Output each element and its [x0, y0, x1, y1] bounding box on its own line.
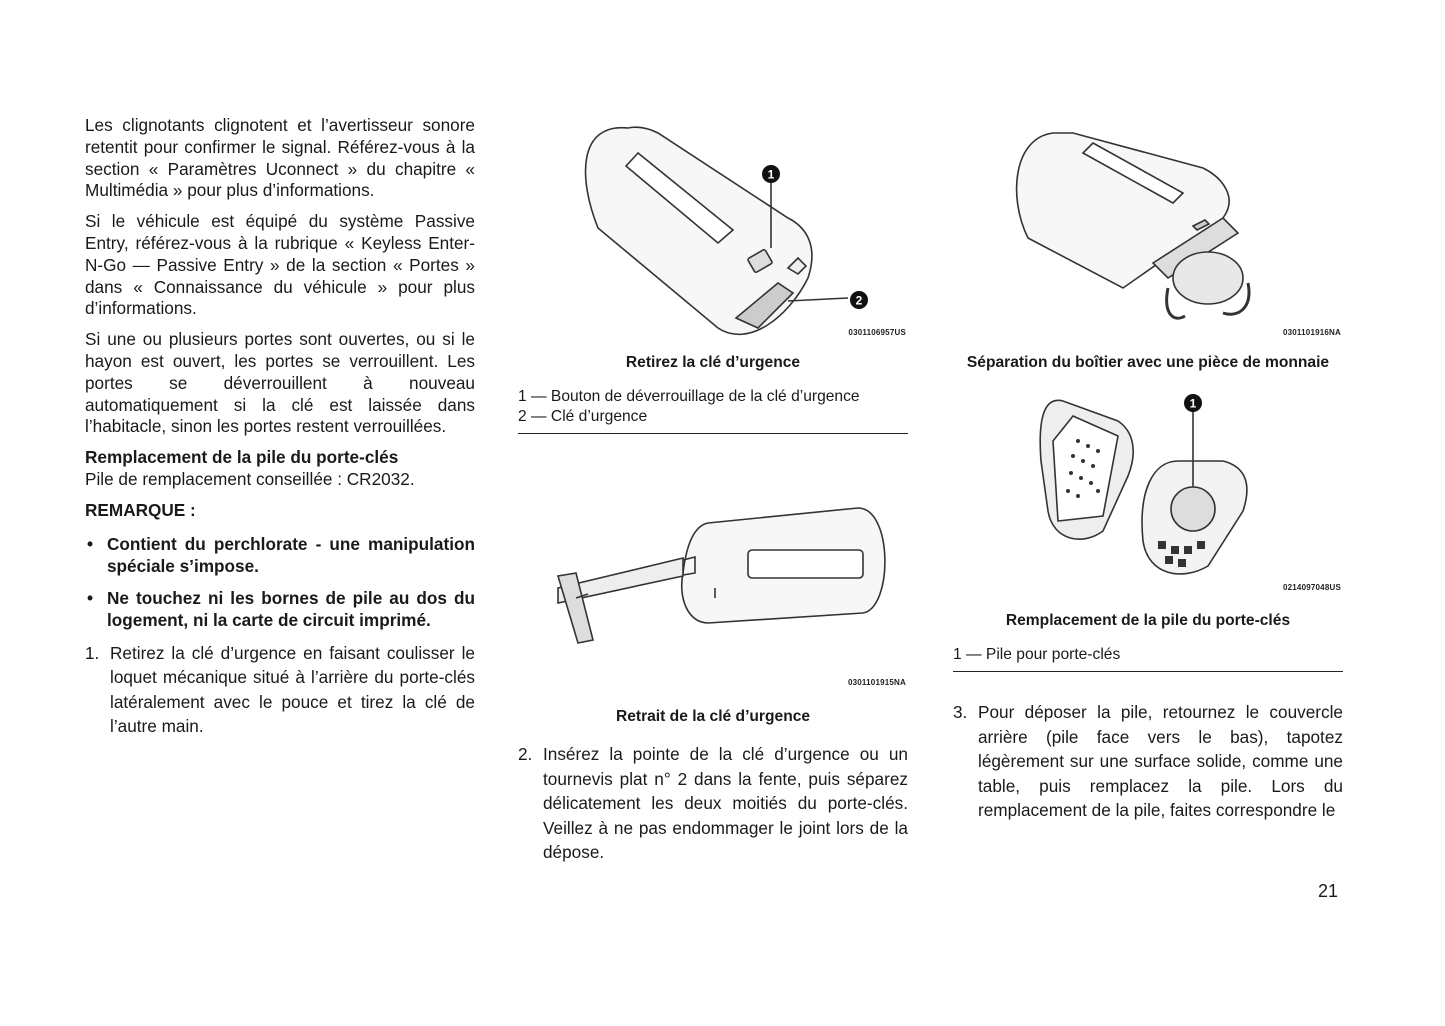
step-text: Insérez la pointe de la clé d’urgence ou un tournevis plat n° 2 dans la fente, puis séparez délicatement les deux moitiés du porte-clés. Veillez à ne pas endommager le joint lors de la dépose. — [543, 744, 908, 863]
legend-item: 1 — Bouton de déverrouillage de la clé d’urgence — [518, 388, 860, 405]
step-number: 1. — [85, 642, 100, 663]
paragraph-passive-entry: Si le véhicule est équipé du système Passive Entry, référez-vous à la rubrique « Keyless Enter-N-Go — Passive Entry » de la section « Portes » dans « Connaissance du véhicule » pour plus d’informations. — [85, 211, 475, 319]
figure-code: 0301101915NA — [847, 678, 906, 687]
figure-caption: Séparation du boîtier avec une pièce de monnaie — [966, 354, 1330, 371]
step-list — [953, 700, 1343, 823]
legend-item: 1 — Pile pour porte-clés — [953, 646, 1121, 663]
coin-separation-illustration — [953, 118, 1343, 343]
step-list — [518, 742, 908, 865]
step-item — [85, 641, 475, 739]
figure-code: 0301101916NA — [1282, 328, 1341, 337]
step-list — [85, 641, 475, 739]
step-number: 2. — [518, 744, 533, 764]
column-right — [953, 118, 1343, 823]
warning-list — [85, 533, 475, 631]
figure-battery-replacement — [953, 381, 1343, 611]
callout-1-label: 1 — [1189, 396, 1197, 411]
open-fob-illustration — [953, 381, 1343, 596]
emergency-key-illustration — [518, 448, 908, 683]
figure-caption: Retirez la clé d’urgence — [625, 354, 801, 371]
warning-item: • Contient du perchlorate - une manipulation spéciale s’impose. — [85, 533, 475, 577]
figure-code: 0301106957US — [848, 328, 906, 337]
legend-item: 2 — Clé d’urgence — [518, 408, 648, 425]
step-item — [953, 700, 1343, 823]
figure-caption: Retrait de la clé d’urgence — [615, 708, 811, 725]
remark-label: REMARQUE : — [85, 499, 196, 520]
figure-key-removal — [518, 448, 908, 698]
callout-2-label: 2 — [855, 293, 863, 308]
column-middle — [518, 118, 908, 865]
figure-caption: Remplacement de la pile du porte-clés — [1005, 612, 1291, 629]
recommended-battery: Pile de remplacement conseillée : CR2032. — [85, 468, 415, 489]
callout-1-label: 1 — [767, 167, 775, 182]
figure-legend — [953, 645, 1343, 672]
figure-code: 0214097048US — [1282, 583, 1341, 592]
figure-separate-case — [953, 118, 1343, 343]
step-item — [518, 742, 908, 865]
paragraph-signal: Les clignotants clignotent et l’avertisseur sonore retentit pour confirmer le signal. Référez-vous à la section « Paramètres Uconnect » du chapitre « Multimédia » pour plus d’informations. — [85, 115, 475, 201]
step-number: 3. — [953, 702, 968, 722]
page-number: 21 — [1318, 881, 1339, 901]
figure-remove-key — [518, 118, 908, 343]
key-fob-illustration — [518, 118, 908, 343]
paragraph-doors: Si une ou plusieurs portes sont ouvertes, ou si le hayon est ouvert, les portes se verrouillent. Les portes se déverrouillent à nouveau automatiquement si la clé est laissée dans l’habitacle, sinon les portes restent verrouillées. — [85, 329, 475, 437]
column-left — [85, 115, 475, 739]
step-text: Retirez la clé d’urgence en faisant coulisser le loquet mécanique situé à l’arrière du porte-clés latéralement avec le pouce et tirez la clé de l’autre main. — [110, 642, 475, 737]
figure-legend — [518, 387, 908, 434]
section-heading: Remplacement de la pile du porte-clés — [85, 447, 399, 468]
step-text: Pour déposer la pile, retournez le couvercle arrière (pile face vers le bas), tapotez légèrement sur une surface solide, comme une table, puis remplacez la pile. Lors du remplacement de la pile, faites correspondre le — [978, 702, 1343, 821]
warning-item: • Ne touchez ni les bornes de pile au dos du logement, ni la carte de circuit imprimé. — [85, 587, 475, 631]
